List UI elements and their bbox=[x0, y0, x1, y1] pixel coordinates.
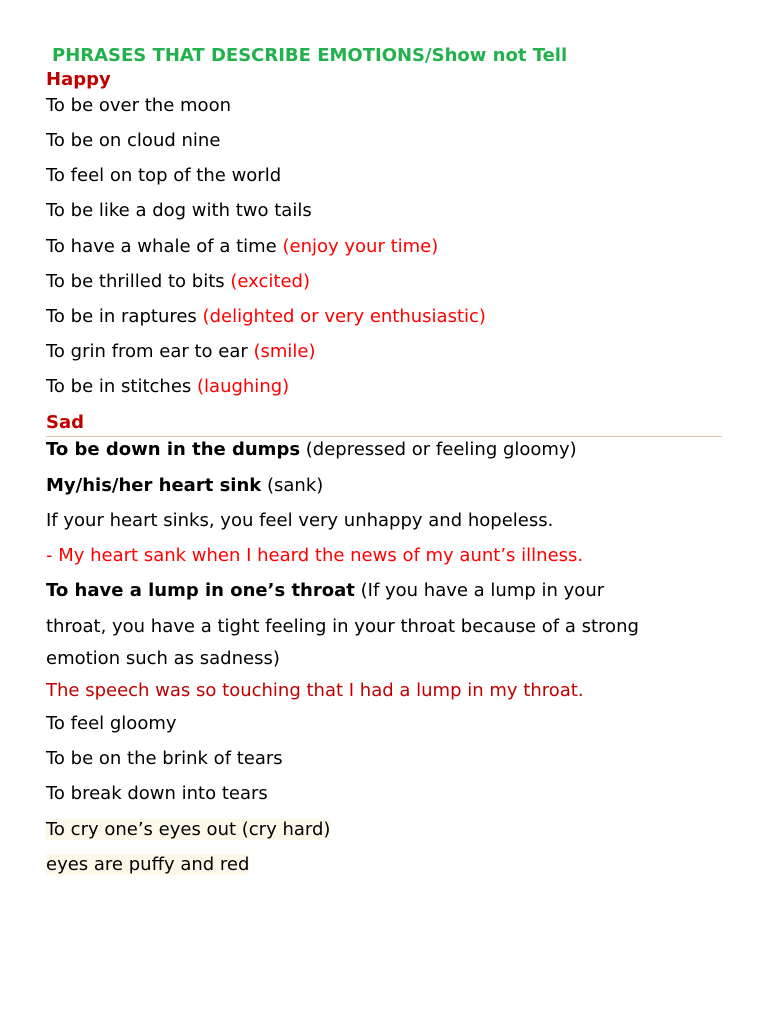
sad-phrase: To feel gloomy bbox=[46, 713, 177, 734]
phrase-text: To have a lump in one’s throat bbox=[46, 580, 355, 601]
phrase-text: To be like a dog with two tails bbox=[46, 200, 312, 221]
sad-phrase: To be on the brink of tears bbox=[46, 748, 283, 769]
phrase-text: To be in raptures bbox=[46, 306, 197, 327]
phrase-note: (excited) bbox=[230, 271, 310, 292]
phrase-text: To feel on top of the world bbox=[46, 165, 282, 186]
phrase-note: (delighted or very enthusiastic) bbox=[202, 306, 486, 327]
phrase-note: (enjoy your time) bbox=[282, 236, 439, 257]
phrase-text: To be over the moon bbox=[46, 95, 231, 116]
section-heading-sad: Sad bbox=[46, 412, 84, 433]
phrase-note-continued: throat, you have a tight feeling in your throat because of a strong bbox=[46, 616, 639, 637]
phrase-note: (sank) bbox=[266, 475, 324, 496]
phrase-example: The speech was so touching that I had a lump in my throat. bbox=[46, 680, 584, 701]
phrase-text: To be down in the dumps bbox=[46, 439, 301, 460]
sad-phrase bbox=[46, 475, 323, 497]
happy-phrase bbox=[46, 341, 316, 363]
section-heading-happy: Happy bbox=[46, 69, 111, 90]
phrase-note: (smile) bbox=[253, 341, 316, 362]
sad-phrase: To break down into tears bbox=[46, 783, 268, 804]
happy-phrase bbox=[46, 130, 220, 152]
happy-phrase bbox=[46, 165, 281, 187]
sad-phrase bbox=[46, 580, 604, 602]
happy-phrase bbox=[46, 95, 231, 117]
page-title: PHRASES THAT DESCRIBE EMOTIONS/Show not Tell bbox=[52, 45, 568, 66]
sad-phrase-highlighted bbox=[46, 854, 249, 876]
happy-phrase bbox=[46, 376, 289, 398]
phrase-definition: If your heart sinks, you feel very unhappy and hopeless. bbox=[46, 510, 554, 531]
phrase-text: To have a whale of a time bbox=[46, 236, 277, 257]
sad-phrase bbox=[46, 439, 577, 461]
happy-phrase bbox=[46, 306, 486, 328]
phrase-note: (depressed or feeling gloomy) bbox=[305, 439, 577, 460]
section-divider bbox=[46, 436, 722, 437]
happy-phrase bbox=[46, 200, 312, 222]
highlighted-text: To cry one’s eyes out (cry hard) bbox=[46, 819, 331, 840]
happy-phrase bbox=[46, 271, 310, 293]
phrase-text: My/his/her heart sink bbox=[46, 475, 262, 496]
phrase-note: (If you have a lump in your bbox=[360, 580, 605, 601]
phrase-note-continued: emotion such as sadness) bbox=[46, 648, 280, 669]
happy-phrase bbox=[46, 236, 438, 258]
phrase-text: To be on cloud nine bbox=[46, 130, 221, 151]
sad-phrase-highlighted bbox=[46, 819, 330, 841]
phrase-example: - My heart sank when I heard the news of my aunt’s illness. bbox=[46, 545, 584, 566]
phrase-text: To be in stitches bbox=[46, 376, 192, 397]
phrase-text: To be thrilled to bits bbox=[46, 271, 225, 292]
phrase-note: (laughing) bbox=[197, 376, 290, 397]
phrase-text: To grin from ear to ear bbox=[46, 341, 248, 362]
highlighted-text: eyes are puffy and red bbox=[46, 854, 250, 875]
